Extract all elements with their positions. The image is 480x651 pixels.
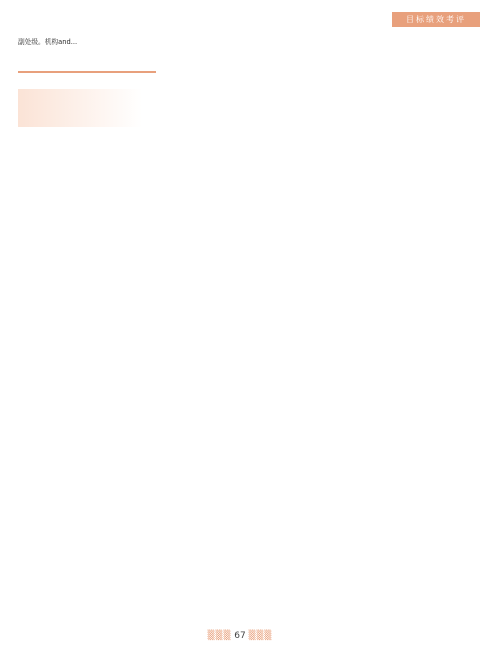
footer-ornament: ▒▒▒ [207,631,232,641]
paragraph: 副处级。机构and... [18,38,78,46]
column-3 [322,36,460,49]
column-1 [18,36,156,151]
footer-ornament: ▒▒▒ [248,631,273,641]
page-number: 67 [234,631,246,641]
header-tag: 目标绩效考评 [392,12,480,27]
page-footer [0,631,480,641]
column-2 [170,36,308,49]
banner-bg [18,89,156,127]
section-banner [18,71,156,145]
